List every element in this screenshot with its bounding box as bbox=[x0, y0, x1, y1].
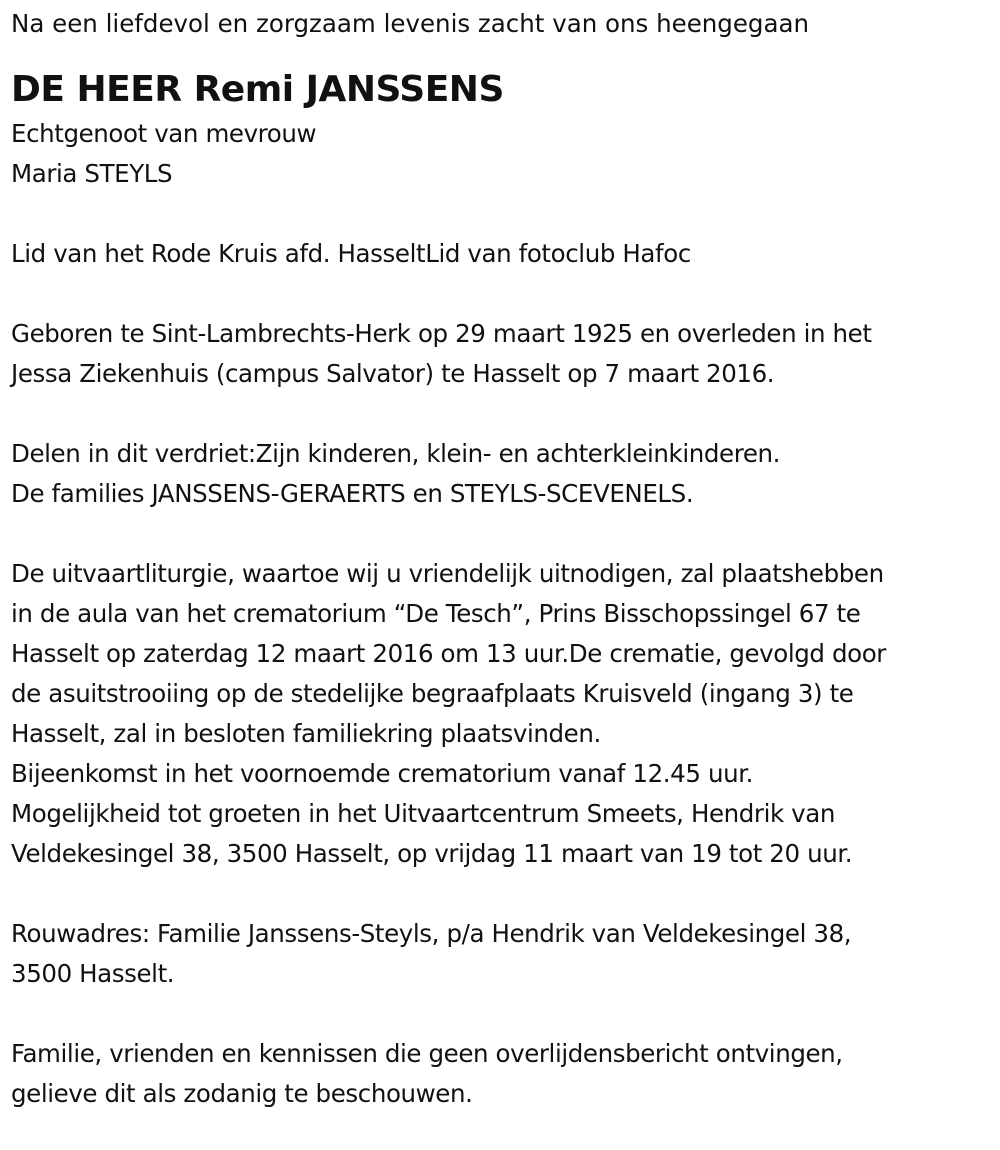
closing-line: Familie, vrienden en kennissen die geen overlijdensbericht ontvingen, bbox=[11, 1039, 843, 1068]
birth-death-block bbox=[11, 314, 990, 394]
funeral-block bbox=[11, 554, 990, 874]
birth-death-line: Geboren te Sint-Lambrechts-Herk op 29 maart 1925 en overleden in het bbox=[11, 319, 872, 348]
funeral-line: in de aula van het crematorium “De Tesch”, Prins Bisschopssingel 67 te bbox=[11, 599, 861, 628]
funeral-line: de asuitstrooiing op de stedelijke begraafplaats Kruisveld (ingang 3) te bbox=[11, 679, 854, 708]
membership-line: Lid van het Rode Kruis afd. HasseltLid van fotoclub Hafoc bbox=[11, 239, 691, 268]
spouse-line: Echtgenoot van mevrouw bbox=[11, 119, 317, 148]
spouse-block bbox=[11, 114, 990, 194]
address-line: 3500 Hasselt. bbox=[11, 959, 175, 988]
funeral-line: De uitvaartliturgie, waartoe wij u vriendelijk uitnodigen, zal plaatshebben bbox=[11, 559, 884, 588]
funeral-line: Hasselt, zal in besloten familiekring plaatsvinden. bbox=[11, 719, 601, 748]
grieving-line: De families JANSSENS-GERAERTS en STEYLS-SCEVENELS. bbox=[11, 479, 694, 508]
closing-block bbox=[11, 1034, 990, 1114]
grieving-line: Delen in dit verdriet:Zijn kinderen, klein- en achterkleinkinderen. bbox=[11, 439, 781, 468]
grieving-block bbox=[11, 434, 990, 514]
deceased-name: DE HEER Remi JANSSENS bbox=[11, 69, 504, 110]
funeral-line: Mogelijkheid tot groeten in het Uitvaartcentrum Smeets, Hendrik van bbox=[11, 799, 836, 828]
closing-line: gelieve dit als zodanig te beschouwen. bbox=[11, 1079, 473, 1108]
memberships-block bbox=[11, 234, 990, 274]
birth-death-line: Jessa Ziekenhuis (campus Salvator) te Hasselt op 7 maart 2016. bbox=[11, 359, 775, 388]
funeral-line: Veldekesingel 38, 3500 Hasselt, op vrijdag 11 maart van 19 tot 20 uur. bbox=[11, 839, 853, 868]
address-line: Rouwadres: Familie Janssens-Steyls, p/a Hendrik van Veldekesingel 38, bbox=[11, 919, 852, 948]
funeral-line: Hasselt op zaterdag 12 maart 2016 om 13 uur.De crematie, gevolgd door bbox=[11, 639, 886, 668]
funeral-line: Bijeenkomst in het voornoemde crematorium vanaf 12.45 uur. bbox=[11, 759, 754, 788]
spouse-line: Maria STEYLS bbox=[11, 159, 173, 188]
intro-text: Na een liefdevol en zorgzaam levenis zacht van ons heengegaan bbox=[11, 9, 810, 38]
address-block bbox=[11, 914, 990, 994]
